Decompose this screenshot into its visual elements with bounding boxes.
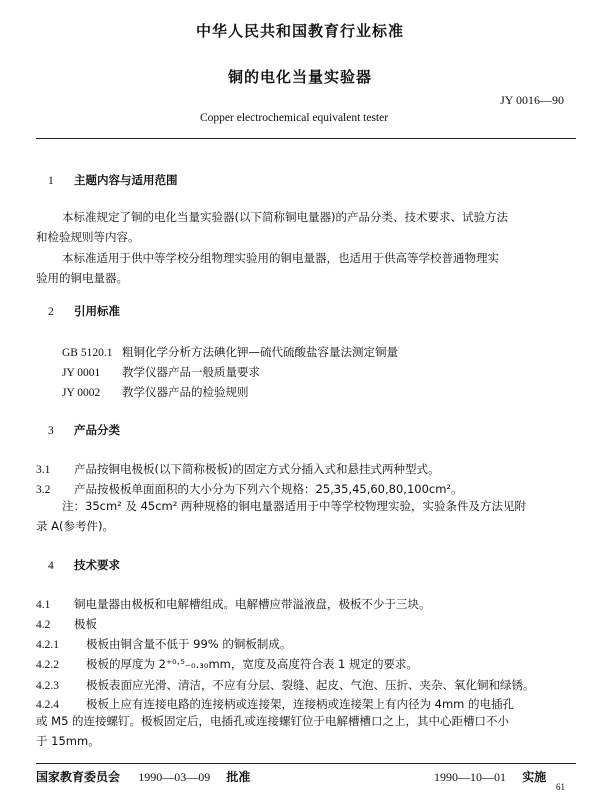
implementation-label: 实施: [522, 770, 547, 784]
reference-item: [62, 364, 260, 380]
section-2-heading: [48, 303, 120, 319]
reference-title: 粗铜化学分析方法碘化钾—硫代硫酸盐容量法测定铜量: [122, 345, 398, 359]
reference-item: [62, 384, 249, 400]
clause-4-2-2: [36, 656, 418, 672]
section-title: 引用标准: [74, 304, 120, 318]
clause-number: 4.2.1: [36, 639, 59, 651]
clause-number: 4.2: [36, 619, 51, 631]
approval-label: 批准: [226, 770, 251, 784]
clause-4-2-1: [36, 636, 291, 652]
section-number: 2: [48, 306, 54, 318]
clause-text: 铜电量器由极板和电解槽组成。电解槽应带溢液盘，极板不少于三块。: [74, 597, 431, 611]
clause-text: 产品按铜电极板(以下简称极板)的固定方式分插入式和悬挂式两种型式。: [74, 462, 440, 476]
clause-text: 产品按极板单面面积的大小分为下列六个规格：25,35,45,60,80,100cm²。: [74, 482, 463, 496]
paragraph-line: 本标准适用于供中等学校分组物理实验用的铜电量器，也适用于供高等学校普通物理实: [62, 251, 499, 265]
reference-code: JY 0001: [62, 367, 101, 379]
reference-title: 教学仪器产品的检验规则: [122, 385, 249, 399]
english-title: Copper electrochemical equivalent tester: [200, 112, 389, 124]
section-1-heading: [48, 172, 178, 188]
page-number: 61: [556, 782, 565, 792]
document-title: 铜的电化当量实验器: [227, 68, 372, 86]
clause-4-2-4: [36, 696, 514, 712]
clause-number: 4.1: [36, 599, 51, 611]
clause-4-1: [36, 596, 431, 612]
clause-number: 4.2.4: [36, 699, 59, 711]
paragraph-line: 本标准规定了铜的电化当量实验器(以下简称铜电量器)的产品分类、技术要求、试验方法: [62, 210, 508, 224]
clause-continuation: 于 15mm。: [36, 734, 100, 748]
clause-4-2-3: [36, 677, 535, 693]
implementation-date: 1990—10—01: [434, 770, 506, 784]
section-title: 技术要求: [74, 558, 120, 572]
section-title: 主题内容与适用范围: [74, 173, 178, 187]
clause-3-2: [36, 481, 463, 497]
clause-number: 3.2: [36, 484, 51, 496]
section-number: 3: [48, 425, 54, 437]
standard-header: 中华人民共和国教育行业标准: [195, 22, 404, 40]
clause-text: 极板的厚度为 2⁺⁰·⁵₋₀.₃₀mm，宽度及高度符合表 1 规定的要求。: [86, 657, 419, 671]
clause-number: 4.2.3: [36, 680, 59, 692]
paragraph-line: 验用的铜电量器。: [36, 271, 128, 285]
reference-title: 教学仪器产品一般质量要求: [122, 365, 260, 379]
clause-text: 极板由铜含量不低于 99% 的铜板制成。: [86, 637, 292, 651]
clause-text: 极板上应有连接电路的连接柄或连接架，连接柄或连接架上有内径为 4mm 的电插孔: [86, 697, 515, 711]
footer-implementation: [434, 768, 546, 785]
issuing-organization: 国家教育委员会: [36, 770, 121, 784]
clause-number: 4.2.2: [36, 659, 59, 671]
section-number: 4: [48, 560, 54, 572]
clause-4-2: [36, 616, 97, 632]
note-line: 录 A(参考件)。: [36, 519, 114, 533]
section-3-heading: [48, 422, 120, 438]
reference-code: JY 0002: [62, 387, 101, 399]
standard-code: JY 0016—90: [500, 93, 564, 107]
clause-number: 3.1: [36, 464, 51, 476]
footer-approval: [36, 768, 250, 785]
reference-item: [62, 344, 398, 360]
section-4-heading: [48, 557, 120, 573]
clause-text: 极板表面应光滑、清洁，不应有分层、裂缝、起皮、气泡、压折、夹杂、氧化铜和绿锈。: [86, 678, 535, 692]
paragraph-line: 和检验规则等内容。: [36, 230, 140, 244]
header-divider: [36, 138, 576, 139]
section-title: 产品分类: [74, 423, 120, 437]
reference-code: GB 5120.1: [62, 347, 113, 359]
approval-date: 1990—03—09: [138, 770, 211, 784]
footer-divider: [36, 763, 576, 764]
section-number: 1: [48, 175, 54, 187]
clause-text: 极板: [74, 617, 97, 631]
note-line: 注：35cm² 及 45cm² 两种规格的铜电量器适用于中等学校物理实验，实验条件及方法见附: [62, 499, 526, 513]
clause-3-1: [36, 461, 439, 477]
clause-continuation: 或 M5 的连接螺钉。极板固定后，电插孔或连接螺钉位于电解槽槽口之上，其中心距槽口不小: [36, 714, 510, 728]
